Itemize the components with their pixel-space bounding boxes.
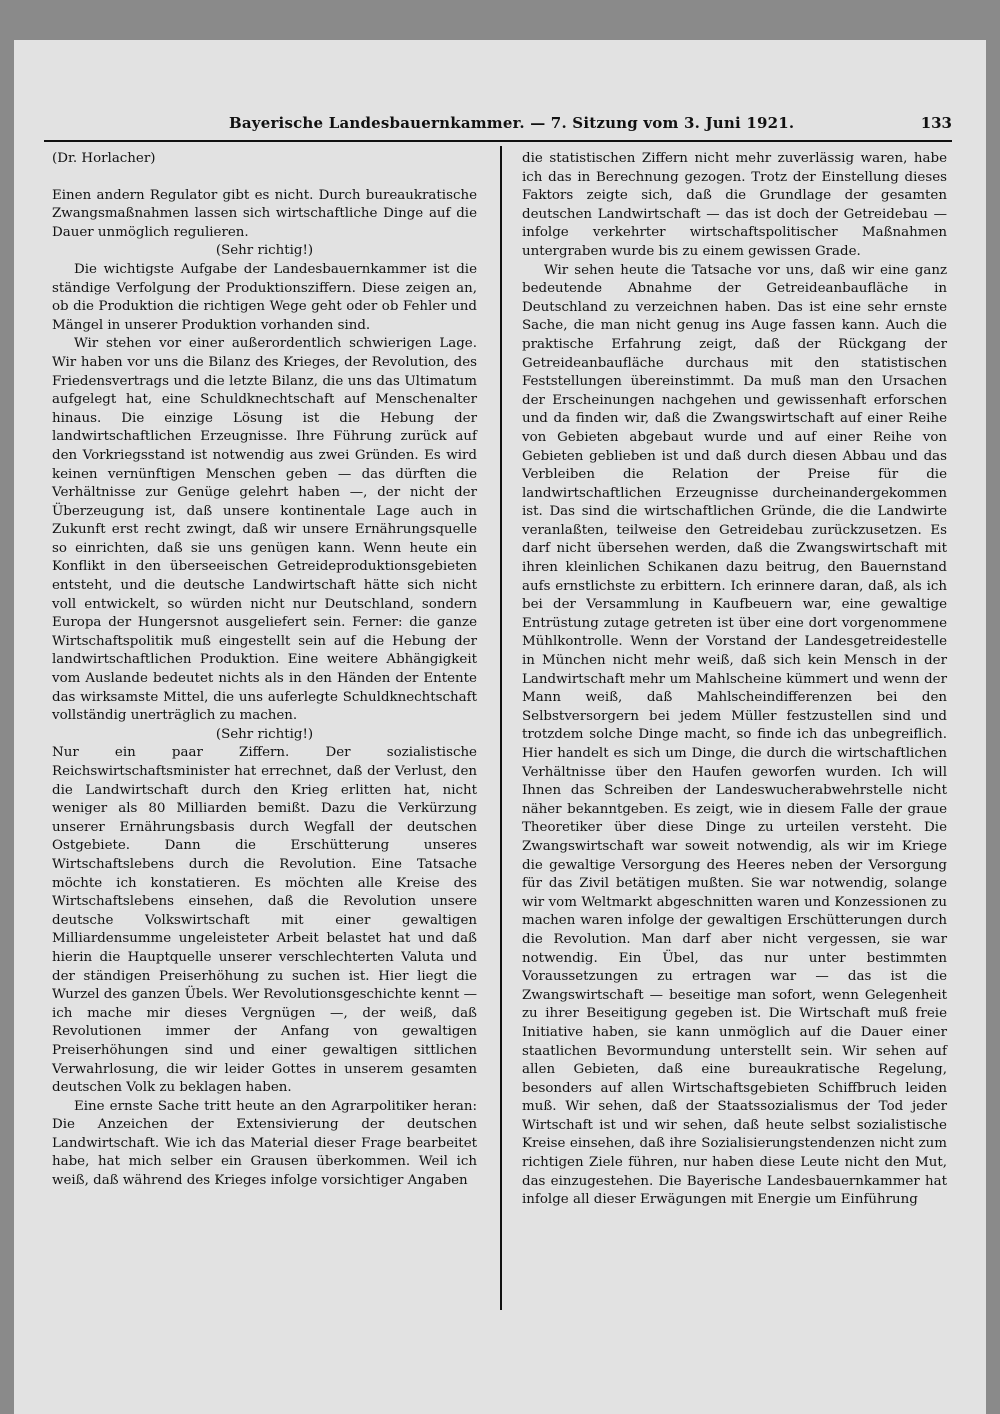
paragraph: Wir sehen heute die Tatsache vor uns, daß wir eine ganz bedeutende Abnahme der Getreideanbaufläche in Deutschland zu verzeichnen haben. Das ist eine sehr ernste Sache, die man nicht genug ins Auge fassen kann. Auch die praktische Erfahrung zeigt, daß der Rückgang der Getreideanbaufläche durchaus mit den statistischen Feststellungen übereinstimmt. Da muß man den Ursachen der Erscheinungen nachgehen und gewissenhaft erforschen und da finden wir, daß die Zwangswirtschaft auf einer Reihe von Gebieten abgebaut wurde und auf einer Reihe von Gebieten geblieben ist und daß durch diesen Abbau und das Verbleiben die Relation der Preise für die landwirtschaftlichen Erzeugnisse durcheinandergekommen ist. Das sind die wirtschaftlichen Gründe, die die Landwirte veranlaßten, teilweise den Getreidebau zurückzusetzen. Es darf nicht übersehen werden, daß die Zwangswirtschaft mit ihren kleinlichen Schikanen dazu beitrug, den Bauernstand aufs ernstlichste zu erbittern. Ich erinnere daran, daß, als ich bei der Versammlung in Kaufbeuern war, eine gewaltige Entrüstung zutage getreten ist über eine dort vorgenommene Mühlkontrolle. Wenn der Vorstand der Landesgetreidestelle in München nicht mehr weiß, daß sich kein Mensch in der Landwirtschaft mehr um Mahlscheine kümmert und wenn der Mann weiß, daß Mahlscheindifferenzen bei den Selbstversorgern bei jedem Müller festzustellen sind und trotzdem solche Dinge macht, so finde ich das unbegreiflich. Hier handelt es sich um Dinge, die durch die wirtschaftlichen Verhältnisse über den Haufen geworfen wurden. Ich will Ihnen das Schreiben der Landeswucherabwehrstelle nicht näher bekanntgeben. Es zeigt, wie in diesem Falle der graue Theoretiker über diese Dinge zu urteilen versteht. Die Zwangswirtschaft war soweit notwendig, als wir im Kriege die gewaltige Versorgung des Heeres neben der Versorgung für das Zivil betätigen mußten. Sie war notwendig, solange wir vom Weltmarkt abgeschnitten waren und Konzessionen zu machen waren infolge der gewaltigen Erschütterungen durch die Revolution. Man darf aber nicht vergessen, sie war notwendig. Ein Übel, das nur unter bestimmten Voraussetzungen zu ertragen war — das ist die Zwangswirtschaft — beseitige man sofort, wenn Gelegenheit zu ihrer Beseitigung gegeben ist. Die Wirtschaft muß freie Initiative haben, sie kann unmöglich auf die Dauer einer staatlichen Bevormundung unterstellt sein. Wir sehen auf allen Gebieten, daß eine bureaukratische Regelung, besonders auf allen Wirtschaftsgebieten Schiffbruch leiden muß. Wir sehen, daß der Staatssozialismus der Tod jeder Wirtschaft ist und wir sehen, daß heute selbst sozialistische Kreise einsehen, daß ihre Sozialisierungstendenzen nicht zum richtigen Ziele führen, nur haben diese Leute nicht den Mut, das einzugestehen. Die Bayerische Landesbauernkammer hat infolge all dieser Erwägungen mit Energie um Einführung (522, 262, 947, 1208)
column-divider (500, 146, 502, 1310)
paragraph: Eine ernste Sache tritt heute an den Agrarpolitiker heran: Die Anzeichen der Extensivierung der deutschen Landwirtschaft. Wie ich das Material dieser Frage bearbeitet habe, hat mich selber ein Grausen überkommen. Weil ich weiß, daß während des Krieges infolge vorsichtiger Angaben (52, 1098, 477, 1189)
header-rule (44, 140, 952, 142)
speaker-label: (Dr. Horlacher) (52, 151, 156, 166)
interjection: (Sehr richtig!) (215, 243, 314, 259)
left-column (52, 150, 477, 1191)
paragraph: Die wichtigste Aufgabe der Landesbauernkammer ist die ständige Verfolgung der Produktionsziffern. Diese zeigen an, ob die Produktion die richtigen Wege geht oder ob Fehler und Mängel in unserer Produktion vorhanden sind. (52, 261, 477, 333)
right-column (522, 150, 947, 1210)
running-header (44, 114, 952, 138)
page-number: 133 (920, 114, 952, 132)
paragraph: Einen andern Regulator gibt es nicht. Durch bureaukratische Zwangsmaßnahmen lassen sich wirtschaftliche Dinge auf die Dauer unmöglich regulieren. (52, 187, 477, 240)
paragraph: Nur ein paar Ziffern. Der sozialistische Reichswirtschaftsminister hat errechnet, daß der Verlust, den die Landwirtschaft durch den Krieg erlitten hat, nicht weniger als 80 Milliarden bemißt. Dazu die Verkürzung unserer Ernährungsbasis durch Wegfall der deutschen Ostgebiete. Dann die Erschütterung unseres Wirtschaftslebens durch die Revolution. Eine Tatsache möchte ich konstatieren. Es möchten alle Kreise des Wirtschaftslebens einsehen, daß die Revolution unsere deutsche Volkswirtschaft mit einer gewaltigen Milliardensumme ungeleisteter Arbeit belastet hat und daß hierin die Hauptquelle unserer verschlechterten Valuta und der ständigen Preiserhöhung zu suchen ist. Hier liegt die Wurzel des ganzen Übels. Wer Revolutionsgeschichte kennt — ich mache mir dieses Vergnügen —, der weiß, daß Revolutionen immer der Anfang von gewaltigen Preiserhöhungen sind und einer gewaltigen sittlichen Verwahrlosung, die wir leider Gottes in unserem gesamten deutschen Volk zu beklagen haben. (52, 745, 477, 1096)
paragraph: Wir stehen vor einer außerordentlich schwierigen Lage. Wir haben vor uns die Bilanz des Krieges, der Revolution, des Friedensvertrags und die letzte Bilanz, die uns das Ultimatum aufgelegt hat, eine Schuldknechtschaft auf Menschenalter hinaus. Die einzige Lösung ist die Hebung der landwirtschaftlichen Erzeugnisse. Ihre Führung zurück auf den Vorkriegsstand ist notwendig aus zwei Gründen. Es wird keinen vernünftigen Menschen geben — das dürften die Verhältnisse zur Genüge gelehrt haben —, der nicht der Überzeugung ist, daß unsere kontinentale Lage auch in Zukunft erst recht zwingt, daß wir unsere Ernährungsquelle so einrichten, daß sie uns genügen kann. Wenn heute ein Konflikt in den überseeischen Getreideproduktionsgebieten entsteht, und die deutsche Landwirtschaft hätte sich nicht voll entwickelt, so würden nicht nur Deutschland, sondern Europa der Hungersnot ausgeliefert sein. Ferner: die ganze Wirtschaftspolitik muß eingestellt sein auf die Hebung der landwirtschaftlichen Produktion. Eine weitere Abhängigkeit vom Auslande bedeutet nichts als in den Händen der Entente das wirksamste Mittel, die uns auferlegte Schuldknechtschaft vollständig unerträglich zu machen. (52, 336, 477, 724)
header-title: Bayerische Landesbauernkammer. — 7. Sitzung vom 3. Juni 1921. (229, 114, 795, 132)
interjection: (Sehr richtig!) (215, 726, 314, 742)
paragraph: die statistischen Ziffern nicht mehr zuverlässig waren, habe ich das in Berechnung gezogen. Trotz der Einstellung dieses Faktors zeigte sich, daß die Grundlage der gesamten deutschen Landwirtschaft — das ist doch der Getreidebau — infolge verkehrter wirtschaftspolitischer Maßnahmen untergraben wurde bis zu einem gewissen Grade. (522, 151, 947, 259)
